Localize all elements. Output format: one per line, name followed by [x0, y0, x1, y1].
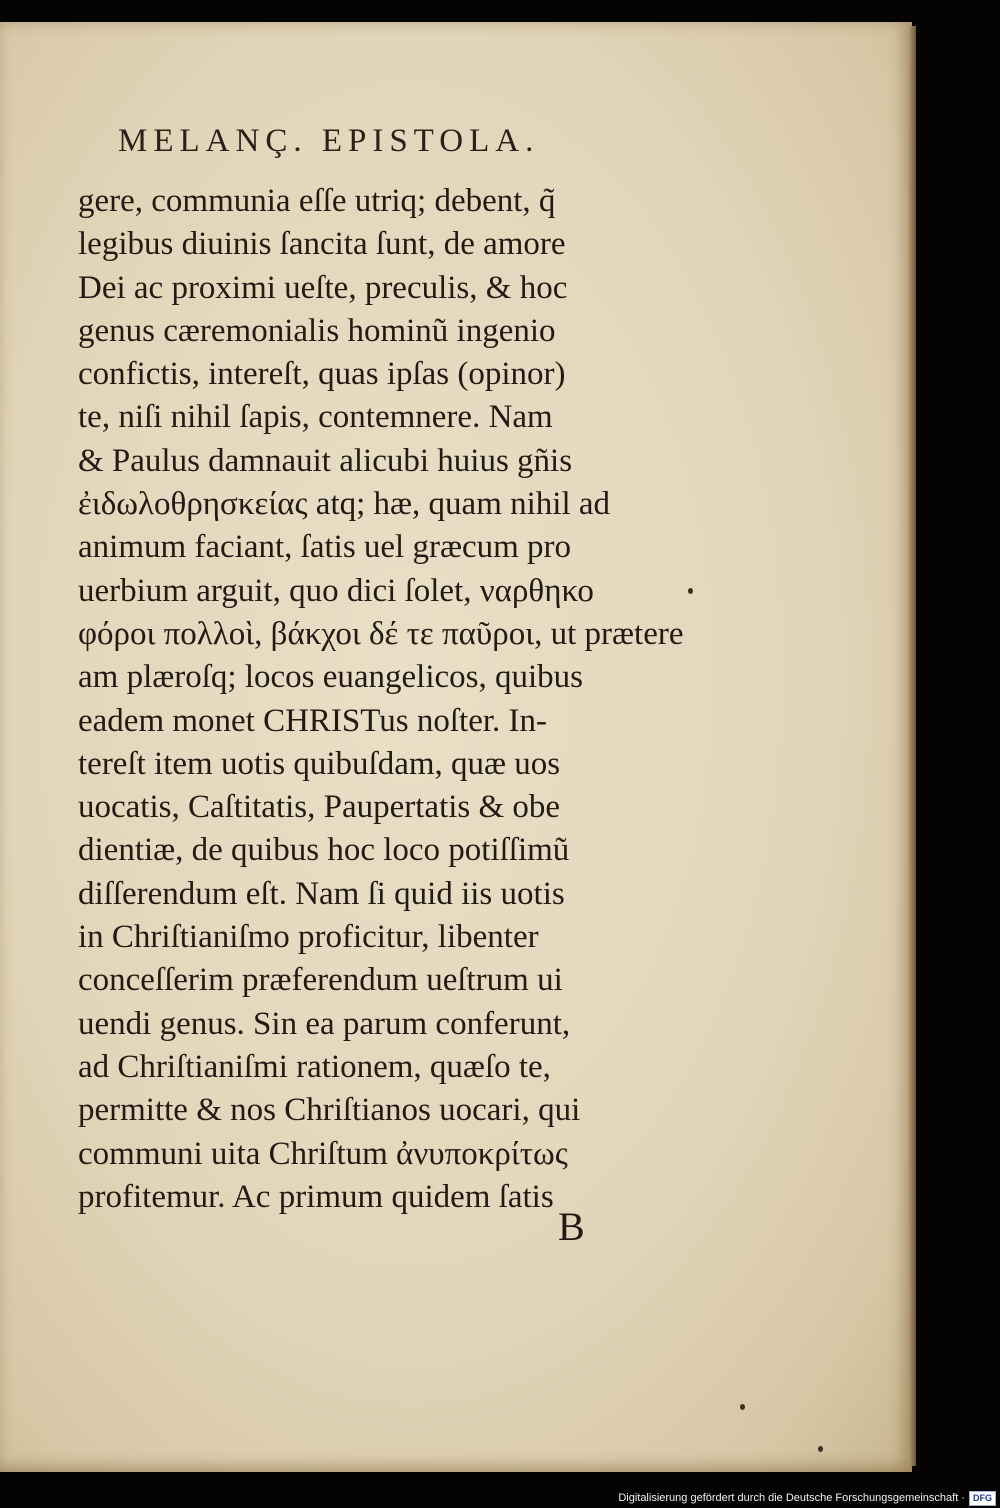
text-line-8: ἐιδωλοθρησκείας atq; hæ, quam nihil ad	[78, 486, 611, 523]
text-line-12: am plæroſq; locos euangelicos, quibus	[78, 659, 584, 696]
text-line-11: φόροι πολλοὶ, βάκχοι δέ τε παῦροι, ut prætere	[78, 615, 684, 652]
text-line-23: communi uita Chriſtum ἀνυποκρίτως	[78, 1135, 568, 1172]
text-line-15: uocatis, Caſtitatis, Paupertatis & obe	[78, 789, 561, 826]
text-line-10: uerbium arguit, quo dici ſolet, ναρθηκο	[78, 572, 594, 609]
text-line-18: in Chriſtianiſmo proficitur, libenter	[78, 919, 539, 956]
text-line-20: uendi genus. Sin ea parum conferunt,	[78, 1005, 571, 1042]
text-line-16: dientiæ, de quibus hoc loco potiſſimũ	[78, 832, 570, 869]
text-line-1: gere, communia eſſe utriq; debent, q̃	[78, 183, 556, 219]
ink-speck	[818, 1446, 823, 1452]
text-line-22: permitte & nos Chriſtianos uocari, qui	[78, 1092, 581, 1129]
text-line-13: eadem monet CHRISTus noſter. In-	[78, 702, 548, 739]
text-line-14: tereſt item uotis quibuſdam, quæ uos	[78, 745, 561, 782]
text-line-21: ad Chriſtianiſmi rationem, quæſo te,	[78, 1048, 551, 1085]
text-line-19: conceſſerim præferendum ueſtrum ui	[78, 962, 563, 999]
signature-mark: B	[558, 1204, 585, 1249]
text-line-2: legibus diuinis ſancita ſunt, de amore	[78, 226, 566, 263]
text-line-5: confictis, intereſt, quas ipſas (opinor)	[78, 356, 566, 393]
text-line-4: genus cæremonialis hominũ ingenio	[78, 312, 556, 349]
footer-credit: Digitalisierung gefördert durch die Deutsche Forschungsgemeinschaft ·	[618, 1492, 965, 1504]
text-line-9: animum faciant, ſatis uel græcum pro	[78, 529, 572, 566]
text-line-6: te, niſi nihil ſapis, contemnere. Nam	[78, 399, 553, 436]
dfg-logo: DFG	[969, 1491, 996, 1506]
text-line-7: & Paulus damnauit alicubi huius gñis	[78, 442, 573, 479]
running-head: MELANÇ. EPISTOLA.	[118, 123, 540, 159]
ink-speck	[688, 588, 693, 594]
text-line-3: Dei ac proximi ueſte, preculis, & hoc	[78, 269, 568, 306]
body-text	[78, 180, 684, 1219]
ink-speck	[740, 1404, 745, 1410]
text-line-24: profitemur. Ac primum quidem ſatis	[78, 1178, 554, 1215]
footer-credit-bar	[600, 1488, 1000, 1508]
text-line-17: diſſerendum eſt. Nam ſi quid iis uotis	[78, 875, 565, 912]
page-edge	[908, 26, 916, 1466]
